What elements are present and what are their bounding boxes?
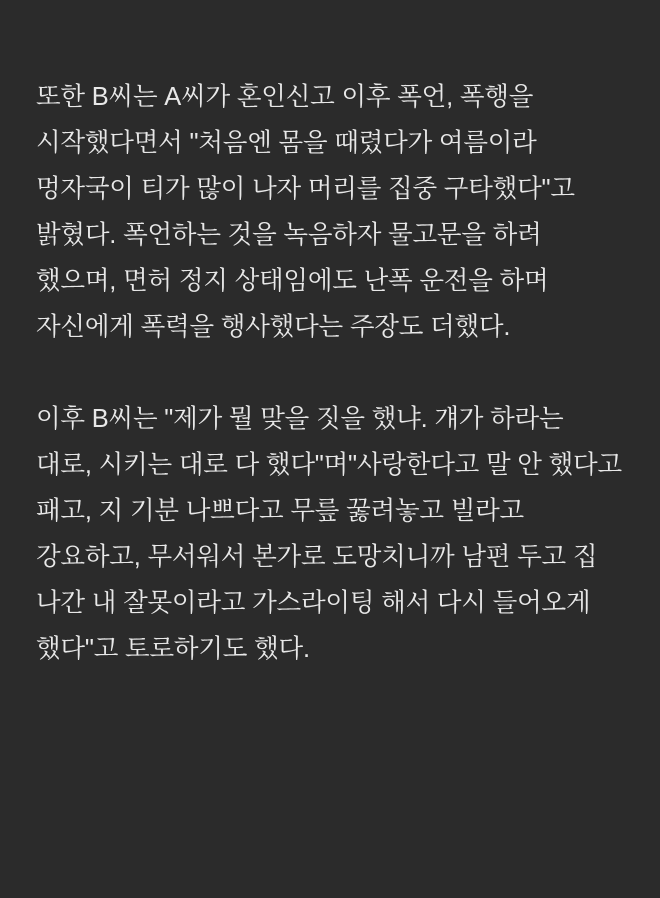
article-paragraph-2: 이후 B씨는 "제가 뭘 맞을 짓을 했냐. 걔가 하라는 대로, 시키는 대로 다 했다"며"사랑한다고 말 안 했다고 패고, 지 기분 나쁘다고 무릎 꿇려놓고 빌라고 강요하고, 무서워서 본가로 도망치니까 남편 두고 집 나간 내 잘못이라고 가스라이팅 해서 다시 들어오게 했다"고 토로하기도 했다. (36, 405, 629, 663)
article-paragraph-1: 또한 B씨는 A씨가 혼인신고 이후 폭언, 폭행을 시작했다면서 "처음엔 몸을 때렸다가 여름이라 멍자국이 티가 많이 나자 머리를 집중 구타했다"고 밝혔다. 폭언하는 것을 녹음하자 물고문을 하려 했으며, 면허 정지 상태임에도 난폭 운전을 하며 자신에게 폭력을 행사했다는 주장도 더했다. (36, 83, 582, 341)
